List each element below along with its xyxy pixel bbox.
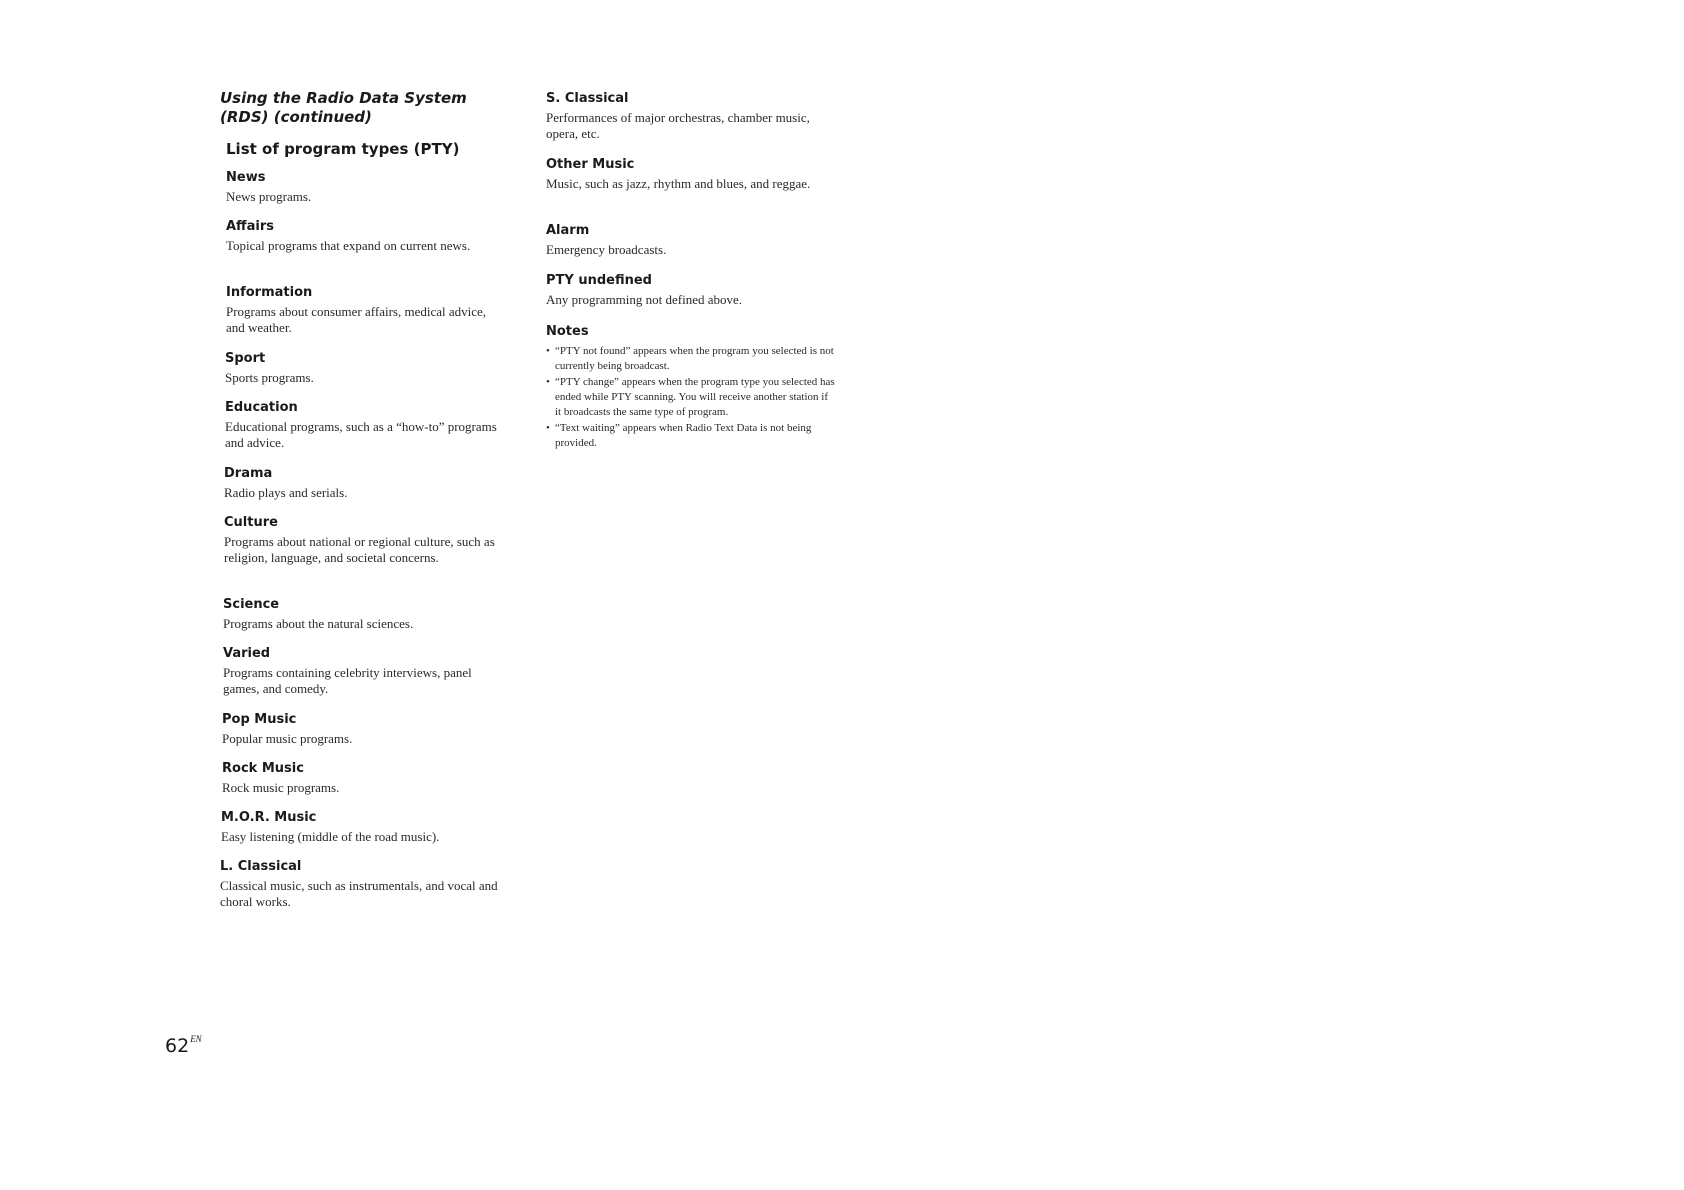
entry-mor-music bbox=[221, 809, 501, 845]
note-text: “PTY not found” appears when the program you selected is not currently being broadcast. bbox=[555, 345, 834, 372]
entry-l-classical bbox=[220, 858, 500, 910]
entry-title: Education bbox=[225, 400, 298, 415]
entry-description: Topical programs that expand on current news. bbox=[226, 238, 471, 253]
entry-title: Affairs bbox=[226, 219, 274, 234]
list-heading: List of program types (PTY) bbox=[226, 140, 460, 158]
entry-title: Pop Music bbox=[222, 712, 297, 727]
entry-pty-undefined bbox=[546, 272, 826, 308]
notes-list bbox=[546, 344, 836, 451]
entry-drama bbox=[224, 465, 504, 501]
note-text: “PTY change” appears when the program type you selected has ended while PTY scanning. You will receive another station if it broadcasts the same type of program. bbox=[555, 376, 835, 418]
entry-title: Varied bbox=[223, 646, 271, 661]
entry-description: Sports programs. bbox=[225, 370, 314, 385]
entry-rock-music bbox=[222, 760, 502, 796]
note-text: “Text waiting” appears when Radio Text Data is not being provided. bbox=[555, 422, 812, 449]
entry-information bbox=[226, 284, 506, 336]
entry-title: Information bbox=[226, 285, 313, 300]
entry-education bbox=[225, 399, 505, 451]
note-item bbox=[546, 344, 836, 374]
entry-title: Science bbox=[223, 597, 280, 612]
entry-description: Rock music programs. bbox=[222, 780, 340, 795]
entry-title: Alarm bbox=[546, 223, 590, 238]
entry-varied bbox=[223, 645, 503, 697]
entry-description: Educational programs, such as a “how-to” programs and advice. bbox=[225, 419, 497, 450]
page-number bbox=[165, 1028, 202, 1057]
entry-title: S. Classical bbox=[546, 91, 629, 106]
entry-title: PTY undefined bbox=[546, 273, 652, 288]
entry-s-classical bbox=[546, 90, 826, 142]
entry-description: Popular music programs. bbox=[222, 731, 353, 746]
page-number-suffix: EN bbox=[190, 1034, 202, 1044]
bullet-icon: • bbox=[546, 345, 550, 357]
entry-affairs bbox=[226, 218, 506, 254]
entry-description: Radio plays and serials. bbox=[224, 485, 348, 500]
bullet-icon: • bbox=[546, 376, 550, 388]
entry-title: News bbox=[226, 170, 266, 185]
entry-description: News programs. bbox=[226, 189, 312, 204]
entry-alarm bbox=[546, 222, 826, 258]
entry-title: Other Music bbox=[546, 157, 635, 172]
entry-sport bbox=[225, 350, 505, 386]
notes-section bbox=[546, 323, 836, 452]
entry-description: Emergency broadcasts. bbox=[546, 242, 667, 257]
entry-description: Programs about national or regional culture, such as religion, language, and societal concerns. bbox=[224, 534, 495, 565]
page-number-value: 62 bbox=[165, 1035, 190, 1057]
entry-title: Drama bbox=[224, 466, 273, 481]
entry-news bbox=[226, 169, 506, 205]
entry-description: Classical music, such as instrumentals, and vocal and choral works. bbox=[220, 878, 498, 909]
entry-other-music bbox=[546, 156, 826, 192]
entry-description: Programs containing celebrity interviews, panel games, and comedy. bbox=[223, 665, 472, 696]
entry-title: L. Classical bbox=[220, 859, 302, 874]
entry-description: Any programming not defined above. bbox=[546, 292, 743, 307]
entry-description: Easy listening (middle of the road music). bbox=[221, 829, 440, 844]
entry-title: Culture bbox=[224, 515, 278, 530]
notes-title: Notes bbox=[546, 324, 589, 339]
entry-description: Music, such as jazz, rhythm and blues, and reggae. bbox=[546, 176, 811, 191]
entry-pop-music bbox=[222, 711, 502, 747]
entry-description: Programs about consumer affairs, medical advice, and weather. bbox=[226, 304, 487, 335]
entry-culture bbox=[224, 514, 504, 566]
note-item bbox=[546, 375, 836, 420]
note-item bbox=[546, 421, 836, 451]
entry-science bbox=[223, 596, 503, 632]
section-title: Using the Radio Data System (RDS) (continued) bbox=[220, 89, 467, 126]
entry-title: Sport bbox=[225, 351, 266, 366]
entry-description: Performances of major orchestras, chamber music, opera, etc. bbox=[546, 110, 810, 141]
entry-title: Rock Music bbox=[222, 761, 304, 776]
bullet-icon: • bbox=[546, 422, 550, 434]
entry-description: Programs about the natural sciences. bbox=[223, 616, 414, 631]
entry-title: M.O.R. Music bbox=[221, 810, 317, 825]
